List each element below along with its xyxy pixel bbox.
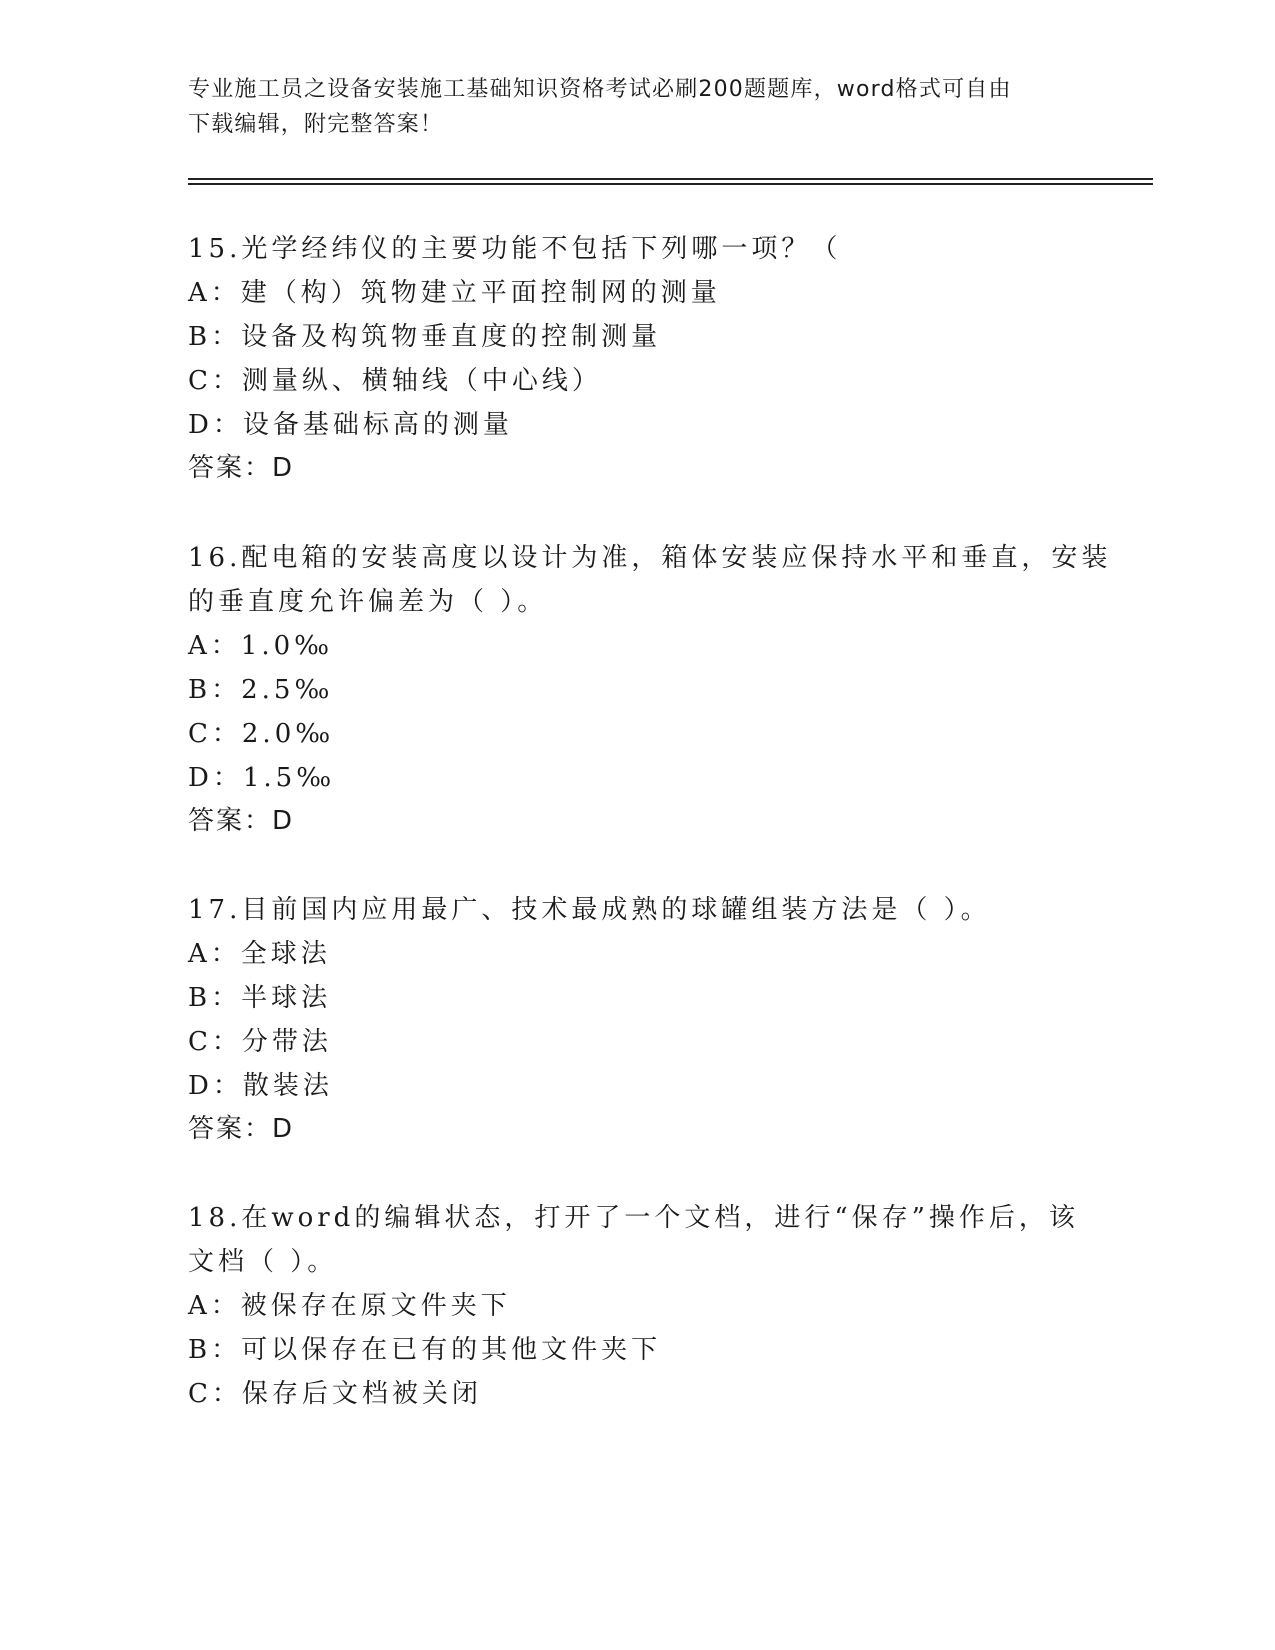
header-line-2: 下载编辑，附完整答案！ [188,112,444,137]
question-17-stem: 17.目前国内应用最广、技术最成熟的球罐组装方法是（ ）。 [188,895,991,925]
question-18-stem-line-2: 文档（ ）。 [188,1247,338,1277]
question-16-option-b: B：2.5‰ [188,675,334,705]
question-16-answer: 答案：D [188,806,295,836]
question-16-option-c: C：2.0‰ [188,719,335,749]
question-16-stem-line-1: 16.配电箱的安装高度以设计为准，箱体安装应保持水平和垂直，安装 [188,543,1112,573]
question-16-stem-line-2: 的垂直度允许偏差为（ ）。 [188,587,548,617]
question-16-option-d: D：1.5‰ [188,763,336,793]
question-17-option-c: C：分带法 [188,1027,332,1057]
question-17-answer: 答案：D [188,1114,295,1144]
question-17-option-b: B：半球法 [188,983,332,1013]
document-header [188,72,1068,142]
header-line-1: 专业施工员之设备安装施工基础知识资格考试必刷200题题库，word格式可自由 [188,77,1012,102]
question-15-option-a: A：建（构）筑物建立平面控制网的测量 [188,278,721,308]
question-18-option-c: C：保存后文档被关闭 [188,1379,482,1409]
question-18-stem-line-1: 18.在word的编辑状态，打开了一个文档，进行“保存”操作后，该 [188,1203,1079,1233]
question-15-option-d: D：设备基础标高的测量 [188,410,513,440]
question-18-option-a: A：被保存在原文件夹下 [188,1291,511,1321]
question-18-option-b: B：可以保存在已有的其他文件夹下 [188,1335,662,1365]
header-divider-bottom [188,183,1153,185]
question-15-option-c: C：测量纵、横轴线（中心线） [188,366,602,396]
question-17-option-d: D：散装法 [188,1071,333,1101]
question-15-stem: 15.光学经纬仪的主要功能不包括下列哪一项？（ [188,234,842,264]
question-15-option-b: B：设备及构筑物垂直度的控制测量 [188,322,662,352]
question-16-option-a: A：1.0‰ [188,631,334,661]
header-divider-top [188,178,1153,180]
question-15-answer: 答案：D [188,453,295,483]
question-17-option-a: A：全球法 [188,939,331,969]
